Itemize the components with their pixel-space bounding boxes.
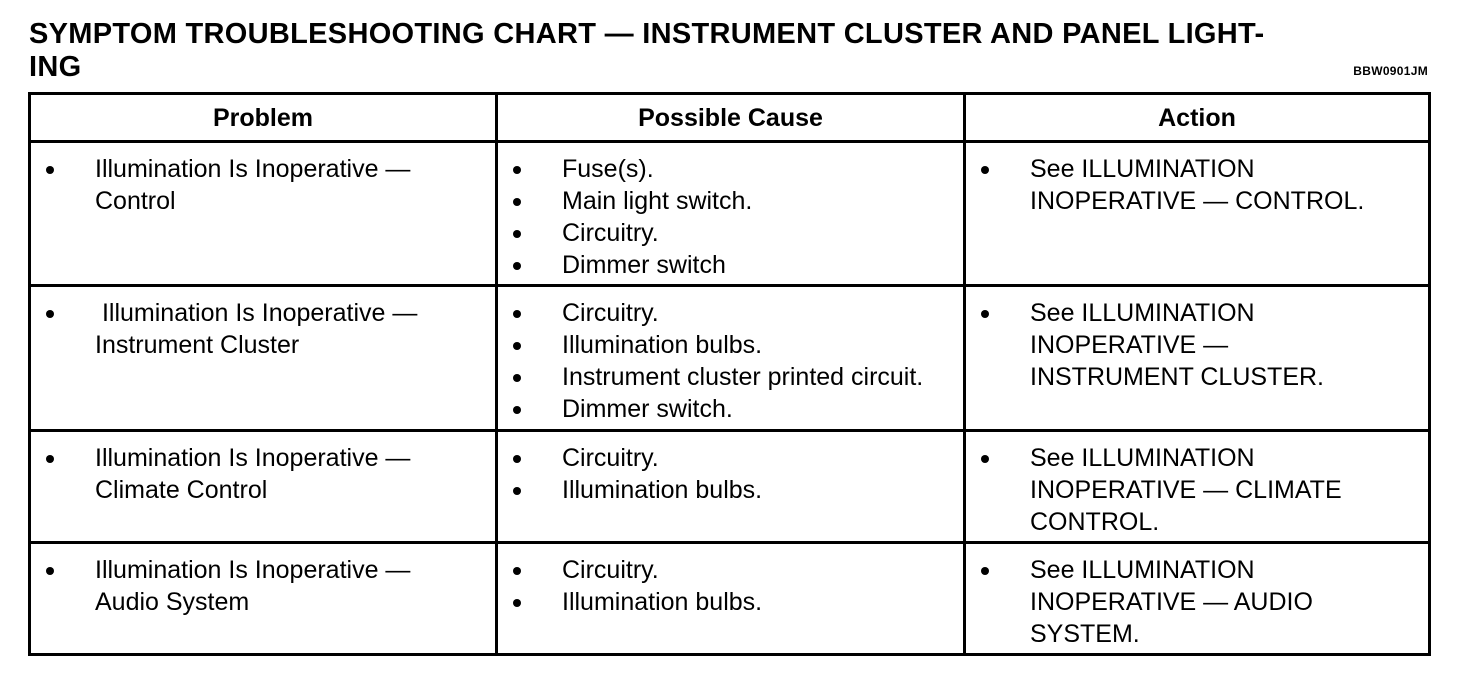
- bullet-icon: [976, 554, 1030, 586]
- cause-item: [508, 474, 953, 506]
- bullet-icon: [508, 393, 562, 425]
- cause-item: [508, 586, 953, 618]
- cause-item: [508, 217, 953, 249]
- cause-cell: [498, 432, 966, 544]
- action-item: [976, 442, 1418, 538]
- problem-cell: [31, 544, 498, 653]
- action-cell: [966, 544, 1428, 653]
- problem-cell: [31, 432, 498, 544]
- bullet-icon: [508, 586, 562, 618]
- bullet-icon: [508, 297, 562, 329]
- cause-text: Fuse(s).: [562, 155, 654, 183]
- cause-item: [508, 153, 953, 185]
- action-text: See ILLUMINATION INOPERATIVE — CLIMATE CONTROL.: [1030, 444, 1342, 536]
- problem-text: Illumination Is Inoperative — Instrument Cluster: [95, 299, 418, 359]
- problem-item: [41, 153, 485, 217]
- problem-text: Illumination Is Inoperative — Audio System: [95, 556, 411, 616]
- problem-text: Illumination Is Inoperative — Climate Control: [95, 444, 411, 504]
- bullet-icon: [508, 442, 562, 474]
- problem-item: [41, 554, 485, 618]
- cause-text: Circuitry.: [562, 219, 659, 247]
- bullet-icon: [508, 361, 562, 393]
- bullet-icon: [41, 297, 95, 329]
- action-text: See ILLUMINATION INOPERATIVE — INSTRUMENT CLUSTER.: [1030, 299, 1325, 391]
- cause-item: [508, 297, 953, 329]
- bullet-icon: [508, 153, 562, 185]
- problem-cell: [31, 287, 498, 432]
- bullet-icon: [41, 554, 95, 586]
- problem-item: [41, 442, 485, 506]
- page-title: SYMPTOM TROUBLESHOOTING CHART — INSTRUMENT CLUSTER AND PANEL LIGHT- ING: [29, 18, 1265, 83]
- bullet-icon: [41, 153, 95, 185]
- cause-cell: [498, 544, 966, 653]
- bullet-icon: [508, 474, 562, 506]
- action-text: See ILLUMINATION INOPERATIVE — CONTROL.: [1030, 155, 1365, 215]
- cause-text: Circuitry.: [562, 444, 659, 472]
- bullet-icon: [976, 297, 1030, 329]
- cause-text: Instrument cluster printed circuit.: [562, 363, 924, 391]
- bullet-icon: [508, 185, 562, 217]
- cause-text: Main light switch.: [562, 187, 753, 215]
- cause-text: Circuitry.: [562, 299, 659, 327]
- cause-text: Circuitry.: [562, 556, 659, 584]
- action-cell: [966, 432, 1428, 544]
- problem-cell: [31, 143, 498, 287]
- cause-item: [508, 185, 953, 217]
- bullet-icon: [508, 217, 562, 249]
- bullet-icon: [508, 554, 562, 586]
- action-item: [976, 297, 1418, 393]
- action-text: See ILLUMINATION INOPERATIVE — AUDIO SYSTEM.: [1030, 556, 1313, 648]
- column-header-action: Action: [966, 95, 1428, 143]
- bullet-icon: [508, 329, 562, 361]
- cause-item: [508, 361, 953, 393]
- cause-item: [508, 249, 953, 281]
- cause-text: Illumination bulbs.: [562, 476, 763, 504]
- cause-item: [508, 329, 953, 361]
- column-header-problem: Problem: [31, 95, 498, 143]
- cause-cell: [498, 287, 966, 432]
- column-header-possible-cause: Possible Cause: [498, 95, 966, 143]
- action-cell: [966, 143, 1428, 287]
- problem-item: [41, 297, 485, 361]
- figure-code: BBW0901JM: [1353, 64, 1428, 78]
- action-cell: [966, 287, 1428, 432]
- problem-text: Illumination Is Inoperative — Control: [95, 155, 411, 215]
- bullet-icon: [976, 153, 1030, 185]
- bullet-icon: [41, 442, 95, 474]
- cause-item: [508, 554, 953, 586]
- cause-text: Dimmer switch: [562, 251, 726, 279]
- cause-text: Illumination bulbs.: [562, 588, 763, 616]
- bullet-icon: [508, 249, 562, 281]
- action-item: [976, 153, 1418, 217]
- bullet-icon: [976, 442, 1030, 474]
- cause-cell: [498, 143, 966, 287]
- cause-text: Illumination bulbs.: [562, 331, 763, 359]
- action-item: [976, 554, 1418, 650]
- troubleshooting-table: [28, 92, 1431, 656]
- cause-text: Dimmer switch.: [562, 395, 733, 423]
- cause-item: [508, 442, 953, 474]
- cause-item: [508, 393, 953, 425]
